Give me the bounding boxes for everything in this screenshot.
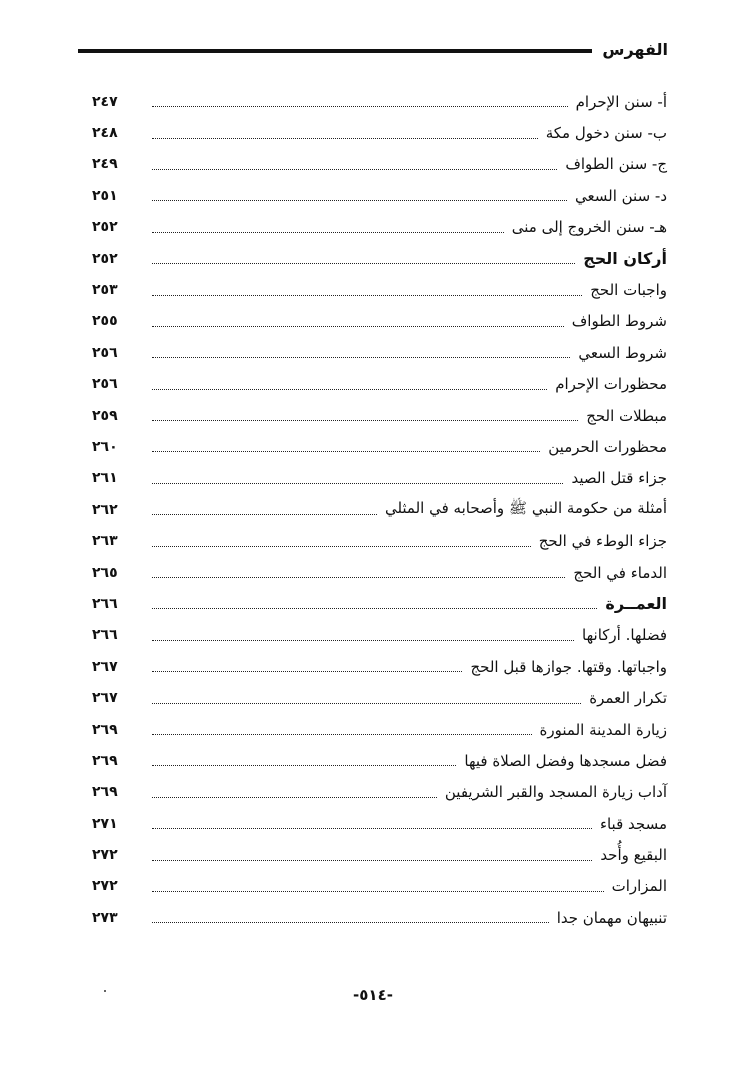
toc-entry [92,306,667,337]
toc-entry-page: ٢٥٦ [92,376,118,393]
toc-entry [92,212,667,243]
toc-entry-title: محظورات الحرمين [548,437,667,456]
toc-entry-title: العمــرة [605,594,667,614]
toc-entry [92,400,667,431]
toc-entry-title: هـ- سنن الخروج إلى منى [511,218,667,237]
toc-dot-leader [152,922,549,923]
toc-entry-title: آداب زيارة المسجد والقبر الشريفين [444,783,667,802]
toc-entry-page: ٢٥٣ [92,282,118,299]
toc-dot-leader [152,326,564,327]
toc-entry [92,463,667,494]
toc-entry [92,180,667,211]
toc-dot-leader [152,514,377,515]
toc-entry-page: ٢٦٩ [92,752,118,769]
toc-entry-title: أمثلة من حكومة النبي ﷺ وأصحابه في المثلي [384,498,667,517]
toc-entry-title: فضل مسجدها وفضل الصلاة فيها [464,751,667,770]
toc-entry-title: أركان الحج [583,249,667,269]
toc-entry [92,525,667,556]
toc-entry-title: البقيع وأُحد [600,846,667,865]
toc-entry [92,871,667,902]
toc-entry [92,149,667,180]
toc-entry-title: الدماء في الحج [573,563,667,582]
header-title: الفهرس [602,39,668,59]
toc-entry [92,86,667,117]
toc-entry-title: شروط السعي [578,343,667,362]
toc-dot-leader [152,232,504,233]
toc-entry-page: ٢٦٦ [92,595,118,612]
toc-entry-page: ٢٦٢ [92,501,118,518]
toc-dot-leader [152,765,456,766]
toc-entry-title: زيارة المدينة المنورة [539,720,667,739]
toc-entry-page: ٢٦٩ [92,784,118,801]
header-rule [78,49,592,53]
table-of-contents [92,86,667,934]
toc-entry-page: ٢٧٣ [92,909,118,926]
toc-entry-page: ٢٥٥ [92,313,118,330]
toc-dot-leader [152,828,592,829]
toc-entry-title: د- سنن السعي [575,186,667,205]
toc-dot-leader [152,138,538,139]
toc-entry-page: ٢٦٣ [92,533,118,550]
toc-entry [92,808,667,839]
toc-dot-leader [152,546,531,547]
toc-dot-leader [152,640,574,641]
toc-entry-title: جزاء قتل الصيد [571,469,667,488]
toc-entry-page: ٢٦٠ [92,438,118,455]
toc-entry [92,243,667,274]
toc-dot-leader [152,483,563,484]
toc-entry-title: ج- سنن الطواف [565,155,667,174]
toc-dot-leader [152,703,581,704]
toc-entry-page: ٢٥٦ [92,344,118,361]
toc-entry-page: ٢٦٦ [92,627,118,644]
toc-entry-title: جزاء الوطء في الحج [538,532,667,551]
toc-dot-leader [152,797,437,798]
toc-dot-leader [152,169,557,170]
toc-entry-title: أ- سنن الإحرام [575,92,667,111]
toc-dot-leader [152,734,532,735]
toc-dot-leader [152,860,592,861]
toc-dot-leader [152,451,540,452]
toc-entry [92,369,667,400]
toc-entry [92,337,667,368]
toc-entry-page: ٢٦٧ [92,658,118,675]
toc-dot-leader [152,420,578,421]
toc-dot-leader [152,295,582,296]
toc-entry [92,682,667,713]
toc-entry-title: المزارات [611,877,667,896]
toc-entry [92,714,667,745]
toc-entry [92,777,667,808]
toc-entry-page: ٢٧٢ [92,847,118,864]
toc-entry-title: شروط الطواف [571,312,667,331]
toc-entry-title: فضلها. أركانها [582,626,667,645]
toc-entry [92,839,667,870]
toc-entry-title: واجبات الحج [590,281,667,300]
toc-entry [92,117,667,148]
page-header [78,36,668,62]
toc-entry-page: ٢٤٨ [92,125,118,142]
toc-entry-title: تنبيهان مهمان جدا [556,908,667,927]
toc-entry [92,902,667,933]
toc-entry-page: ٢٦٥ [92,564,118,581]
toc-dot-leader [152,263,575,264]
toc-entry-page: ٢٧٢ [92,878,118,895]
toc-entry-title: مسجد قباء [599,814,667,833]
toc-dot-leader [152,608,597,609]
toc-dot-leader [152,389,547,390]
toc-dot-leader [152,106,568,107]
toc-entry-title: مبطلات الحج [586,406,667,425]
toc-entry [92,494,667,525]
toc-entry [92,745,667,776]
toc-dot-leader [152,357,570,358]
toc-entry [92,557,667,588]
toc-entry-page: ٢٤٧ [92,93,118,110]
toc-entry-title: ب- سنن دخول مكة [545,124,667,143]
toc-entry [92,651,667,682]
toc-entry-page: ٢٥٩ [92,407,118,424]
toc-entry [92,588,667,619]
toc-entry-page: ٢٥٢ [92,250,118,267]
toc-entry-title: واجباتها. وقتها. جوازها قبل الحج [470,657,667,676]
toc-entry-page: ٢٤٩ [92,156,118,173]
toc-entry-page: ٢٧١ [92,815,118,832]
toc-dot-leader [152,200,567,201]
toc-entry [92,431,667,462]
page-number: -٥١٤- [353,986,393,1004]
toc-entry-page: ٢٦١ [92,470,118,487]
toc-entry [92,274,667,305]
toc-entry-page: ٢٦٩ [92,721,118,738]
toc-dot-leader [152,891,604,892]
toc-entry-page: ٢٥٢ [92,219,118,236]
toc-entry-page: ٢٦٧ [92,690,118,707]
toc-entry-page: ٢٥١ [92,187,118,204]
toc-entry [92,620,667,651]
toc-dot-leader [152,577,565,578]
toc-dot-leader [152,671,462,672]
toc-entry-title: محظورات الإحرام [555,375,667,394]
toc-entry-title: تكرار العمرة [589,689,667,708]
